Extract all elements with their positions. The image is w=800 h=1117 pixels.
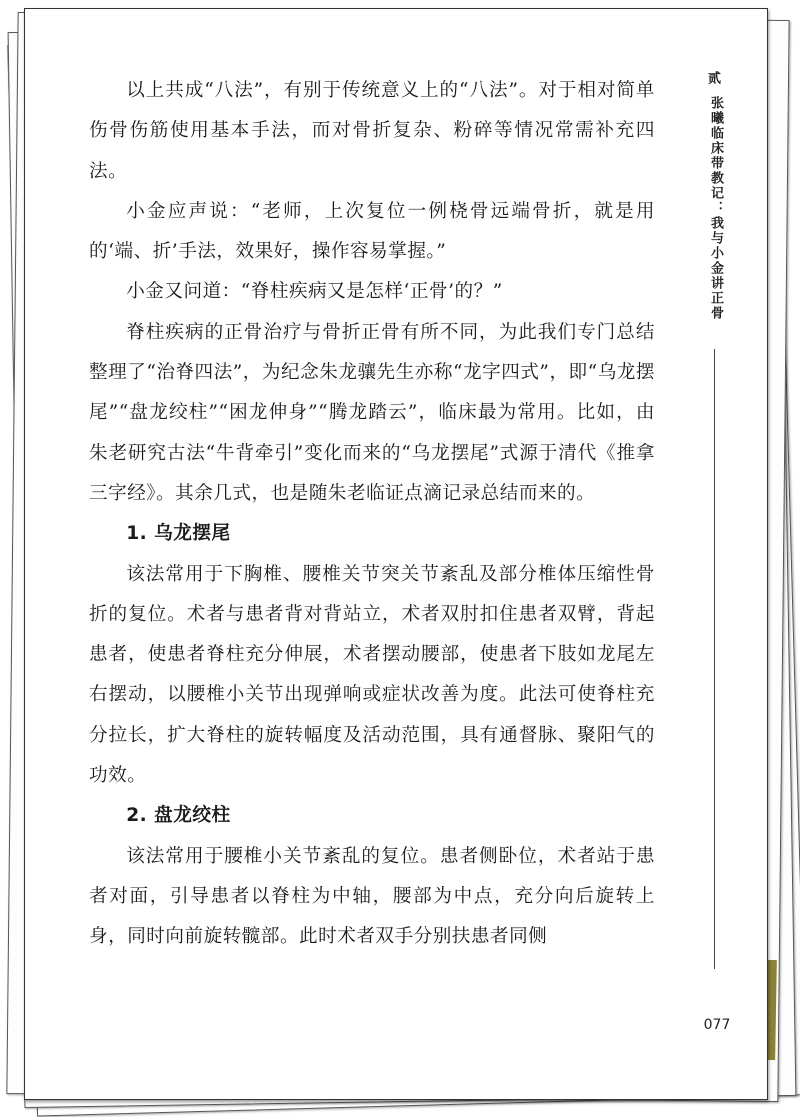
chapter-number: 贰 <box>705 71 720 84</box>
page-number: 077 <box>703 1017 731 1033</box>
section-heading-panlong: 2. 盘龙绞柱 <box>126 805 231 827</box>
section-heading-wulong: 1. 乌龙摆尾 <box>126 523 231 545</box>
paragraph-xiaojin-reply: 小金应声说：“老师，上次复位一例桡骨远端骨折，就是用的‘端、折’手法，效果好，操作容易掌握。” <box>89 200 655 263</box>
section-text-panlong: 该法常用于腰椎小关节紊乱的复位。患者侧卧位，术者站于患者对面，引导患者以脊柱为中轴，腰部为中点，充分向后旋转上身，同时向前旋转髋部。此时术者双手分别扶患者同侧 <box>89 845 655 948</box>
header-rule <box>714 349 715 969</box>
book-page <box>24 8 768 1100</box>
paragraph-xiaojin-question: 小金又问道：“脊柱疾病又是怎样‘正骨’的？” <box>126 281 503 303</box>
paragraph-eight-methods: 以上共成“八法”，有别于传统意义上的“八法”。对于相对简单伤骨伤筋使用基本手法，而对骨折复杂、粉碎等情况常需补充四法。 <box>89 80 655 182</box>
page-body <box>89 71 655 958</box>
running-header <box>703 71 727 321</box>
paragraph-spine-methods: 脊柱疾病的正骨治疗与骨折正骨有所不同，为此我们专门总结整理了“治脊四法”，为纪念朱龙骧先生亦称“龙字四式”，即“乌龙摆尾”“盘龙绞柱”“困龙伸身”“腾龙踏云”，临床最为常用。比如，由朱老研究古法“牛背牵引”变化而来的“乌龙摆尾”式源于清代《推拿三字经》。其余几式，也是随朱老临证点滴记录总结而来的。 <box>89 321 655 504</box>
section-text-wulong: 该法常用于下胸椎、腰椎关节突关节紊乱及部分椎体压缩性骨折的复位。术者与患者背对背站立，术者双肘扣住患者双臂，背起患者，使患者脊柱充分伸展，术者摆动腰部，使患者下肢如龙尾左右摆动，以腰椎小关节出现弹响或症状改善为度。此法可使脊柱充分拉长，扩大脊柱的旋转幅度及活动范围，具有通督脉、聚阳气的功效。 <box>89 563 655 787</box>
book-title: 张曦临床带教记：我与小金讲正骨 <box>708 96 723 321</box>
